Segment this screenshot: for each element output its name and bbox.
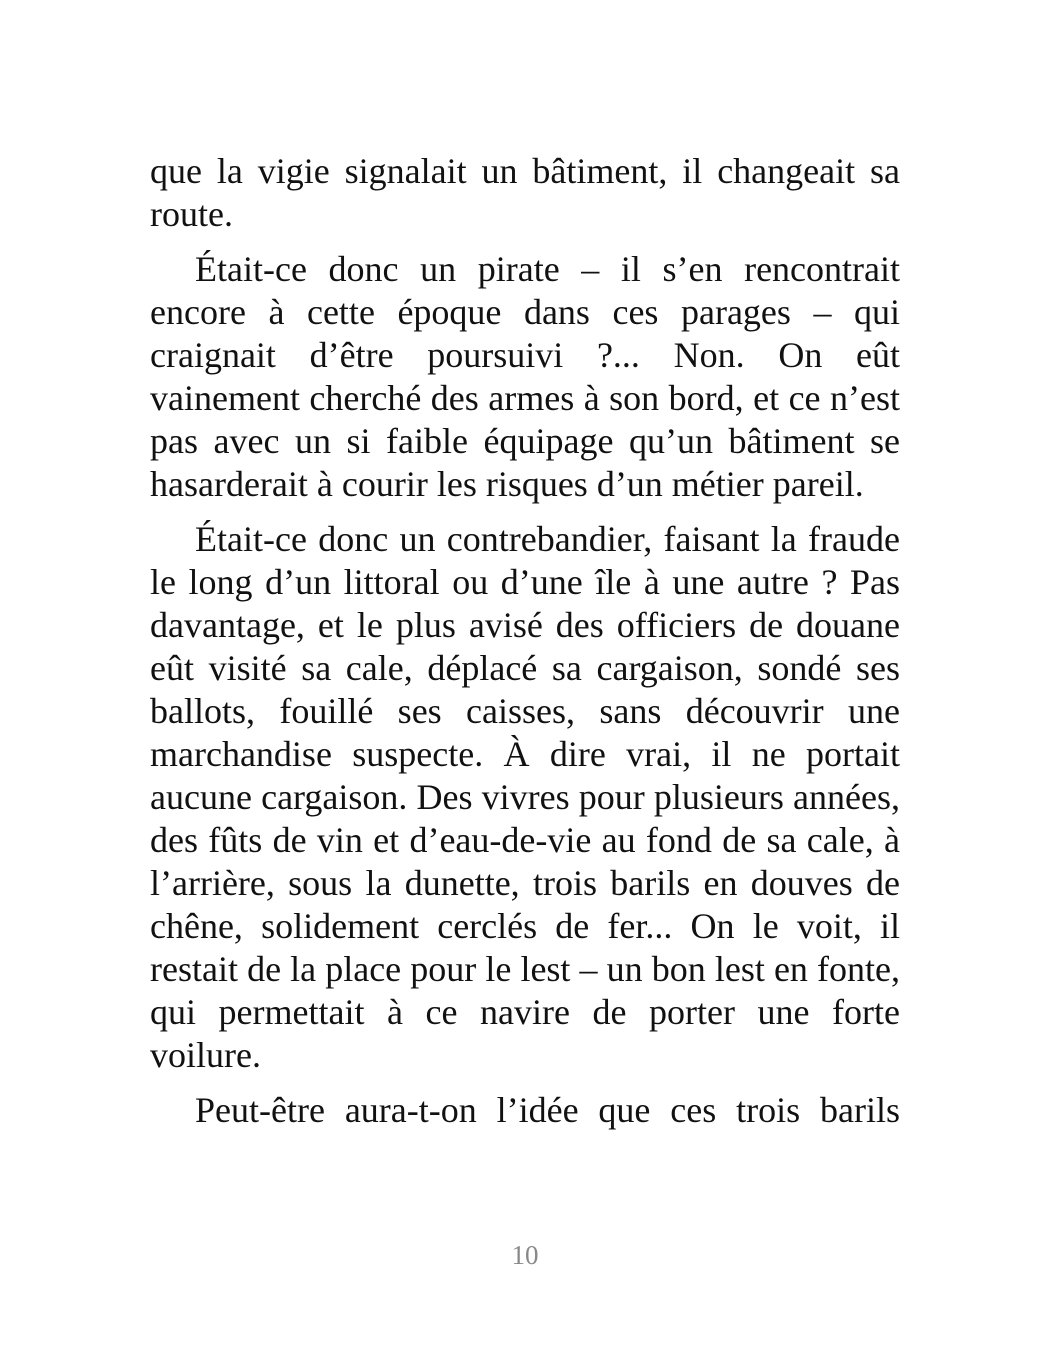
page-number: 10 (511, 1240, 539, 1270)
paragraph-barils: Peut-être aura-t-on l’idée que ces trois barils (195, 1090, 900, 1130)
paragraph-continuation: que la vigie signalait un bâtiment, il changeait sa route. (150, 151, 900, 234)
paragraph-contrebandier: Était-ce donc un contrebandier, faisant la fraude le long d’un littoral ou d’une île à une autre ? Pas davantage, et le plus avisé des officiers de douane eût visité sa cale, déplacé sa cargaison, sondé ses ballots, fouillé ses caisses, sans découvrir une marchandise suspecte. À dire vrai, il ne portait aucune cargaison. Des vivres pour plusieurs années, des fûts de vin et d’eau-de-vie au fond de sa cale, à l’arrière, sous la dunette, trois barils en douves de chêne, solidement cerclés de fer... On le voit, il restait de la place pour le lest – un bon lest en fonte, qui permettait à ce navire de porter une forte voilure. (150, 519, 900, 1075)
paragraph-pirate: Était-ce donc un pirate – il s’en rencontrait encore à cette époque dans ces parages – qui craignait d’être poursuivi ?... Non. On eût vainement cherché des armes à son bord, et ce n’est pas avec un si faible équipage qu’un bâtiment se hasarderait à courir les risques d’un métier pareil. (150, 249, 900, 504)
page-body (150, 150, 900, 1144)
